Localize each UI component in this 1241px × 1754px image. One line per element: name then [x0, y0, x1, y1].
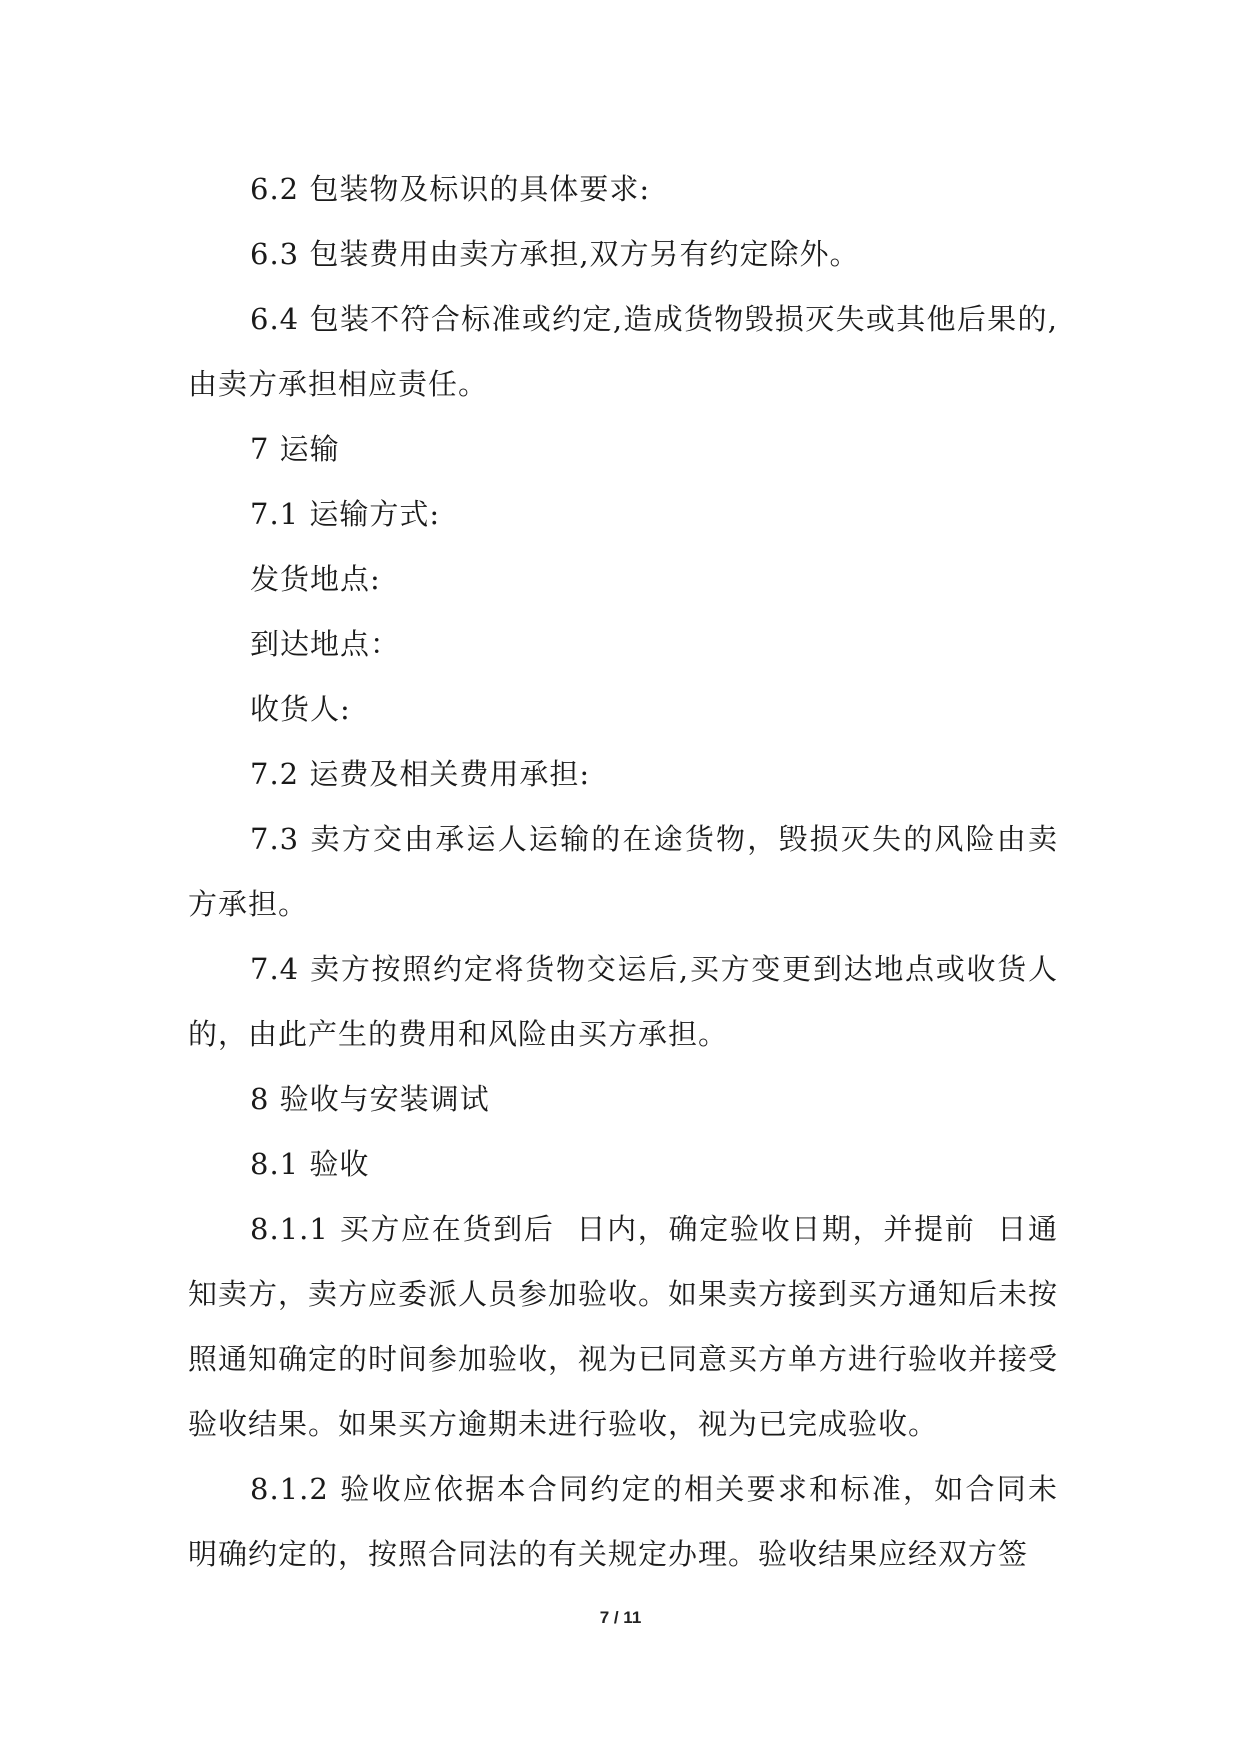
- paragraph-6-4: 6.4 包装不符合标准或约定,造成货物毁损灭失或其他后果的,由卖方承担相应责任。: [188, 302, 1058, 401]
- paragraph-8-1-2: 8.1.2 验收应依据本合同约定的相关要求和标准，如合同未明确约定的，按照合同法的有关规定办理。验收结果应经双方签: [188, 1472, 1058, 1571]
- field-consignee: 收货人:: [250, 692, 351, 726]
- paragraph-7-3: 7.3 卖方交由承运人运输的在途货物，毁损灭失的风险由卖方承担。: [188, 822, 1058, 921]
- document-body: [188, 157, 1058, 1587]
- paragraph-7-1: 7.1 运输方式:: [250, 497, 441, 531]
- paragraph-8-1: 8.1 验收: [250, 1147, 370, 1181]
- section-heading-7: 7 运输: [250, 432, 340, 466]
- section-heading-8: 8 验收与安装调试: [250, 1082, 490, 1116]
- paragraph-8-1-1: 8.1.1 买方应在货到后 日内，确定验收日期，并提前 日通知卖方，卖方应委派人员参加验收。如果卖方接到买方通知后未按照通知确定的时间参加验收，视为已同意买方单方进行验收并接受验收结果。如果买方逾期未进行验收，视为已完成验收。: [188, 1212, 1059, 1441]
- field-arrival-location: 到达地点：: [250, 627, 401, 661]
- paragraph-7-4: 7.4 卖方按照约定将货物交运后,买方变更到达地点或收货人的，由此产生的费用和风险由买方承担。: [188, 952, 1058, 1051]
- paragraph-6-2: 6.2 包装物及标识的具体要求:: [250, 172, 651, 206]
- field-shipping-location: 发货地点:: [250, 562, 381, 596]
- paragraph-6-3: 6.3 包装费用由卖方承担,双方另有约定除外。: [250, 237, 860, 271]
- paragraph-7-2: 7.2 运费及相关费用承担:: [250, 757, 591, 791]
- page-number: 7 / 11: [599, 1608, 642, 1627]
